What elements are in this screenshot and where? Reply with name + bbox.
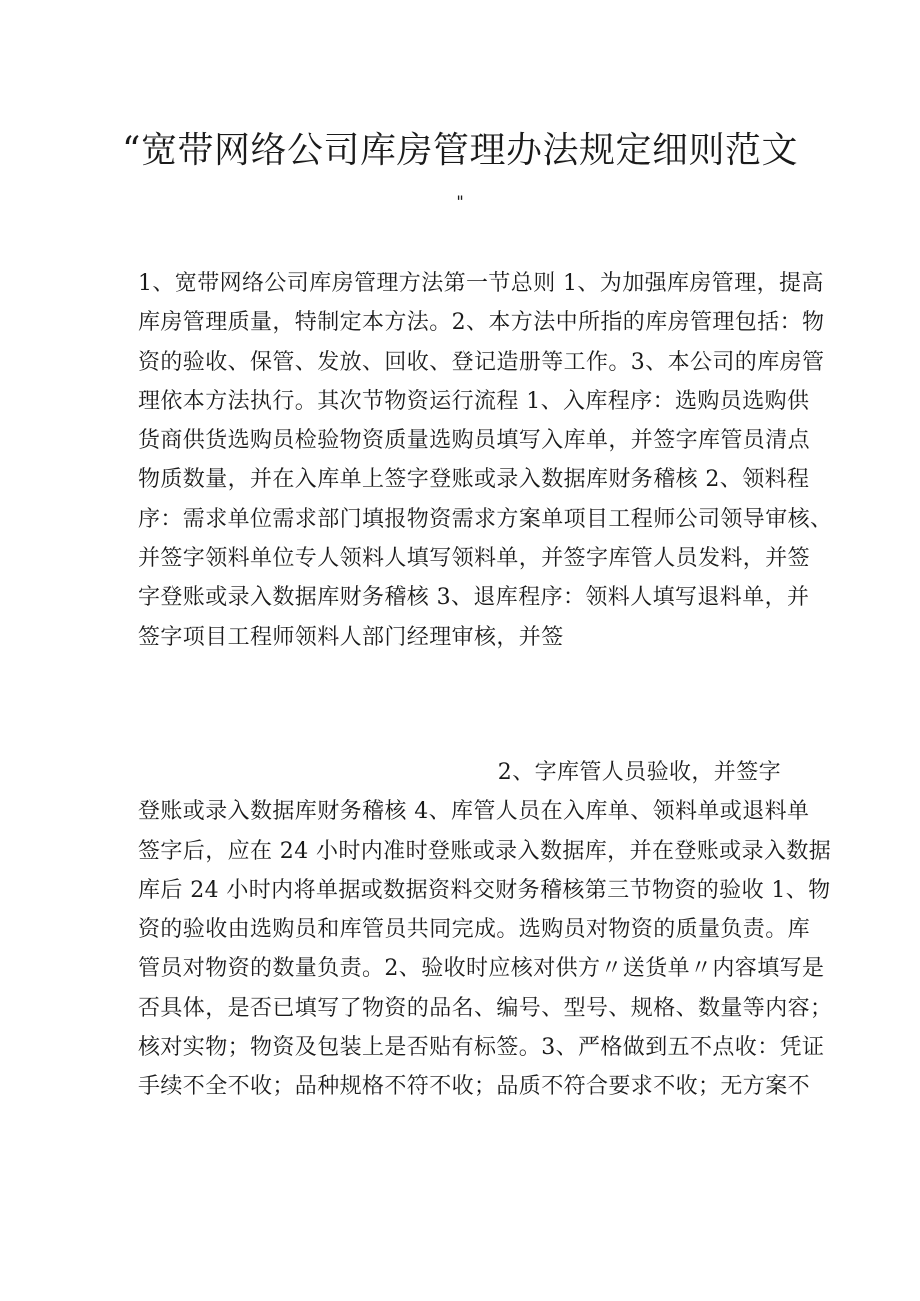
text-line: 手续不全不收；品种规格不符不收；品质不符合要求不收；无方案不 (138, 1074, 811, 1100)
text-line: 签字后，应在 24 小时内准时登账或录入数据库，并在登账或录入数据 (138, 838, 832, 864)
text-line: 登账或录入数据库财务稽核 4、库管人员在入库单、领料单或退料单 (138, 799, 810, 825)
text-line: 理依本方法执行。其次节物资运行流程 1、入库程序：选购员选购供 (138, 388, 810, 414)
text-line: 资的验收由选购员和库管员共同完成。选购员对物资的质量负责。库 (138, 917, 811, 943)
paragraph-2 (138, 753, 833, 1107)
page-title: “宽带网络公司库房管理办法规定细则范文 (122, 130, 798, 171)
text-line: 库房管理质量，特制定本方法。2、本方法中所指的库房管理包括：物 (138, 310, 825, 336)
text-line: 库后 24 小时内将单据或数据资料交财务稽核第三节物资的验收 1、物 (138, 877, 831, 903)
text-line: 管员对物资的数量负责。2、验收时应核对供方〃送货单〃内容填写是 (138, 956, 825, 982)
paragraph-1 (138, 264, 833, 657)
paragraph-2-lead-line: 2、字库管人员验收，并签字 (497, 760, 781, 785)
text-line: 资的验收、保管、发放、回收、登记造册等工作。3、本公司的库房管 (138, 349, 825, 375)
text-line: 序：需求单位需求部门填报物资需求方案单项目工程师公司领导审核、 (138, 506, 833, 532)
text-line: 字登账或录入数据库财务稽核 3、退库程序：领料人填写退料单，并 (138, 585, 810, 611)
text-line: 否具体，是否已填写了物资的品名、编号、型号、规格、数量等内容； (138, 995, 833, 1021)
text-line: 签字项目工程师领料人部门经理审核，并签 (138, 624, 564, 650)
text-line: 核对实物；物资及包装上是否贴有标签。3、严格做到五不点收：凭证 (138, 1035, 825, 1061)
text-line: 货商供货选购员检验物资质量选购员填写入库单，并签字库管员清点 (138, 428, 811, 454)
text-line: 物质数量，并在入库单上签字登账或录入数据库财务稽核 2、领料程 (138, 467, 810, 493)
text-line: 并签字领料单位专人领料人填写领料单，并签字库管人员发料，并签 (138, 546, 811, 572)
text-line: 1、宽带网络公司库房管理方法第一节总则 1、为加强库房管理，提高 (138, 271, 824, 296)
title-mark: " (456, 192, 464, 211)
